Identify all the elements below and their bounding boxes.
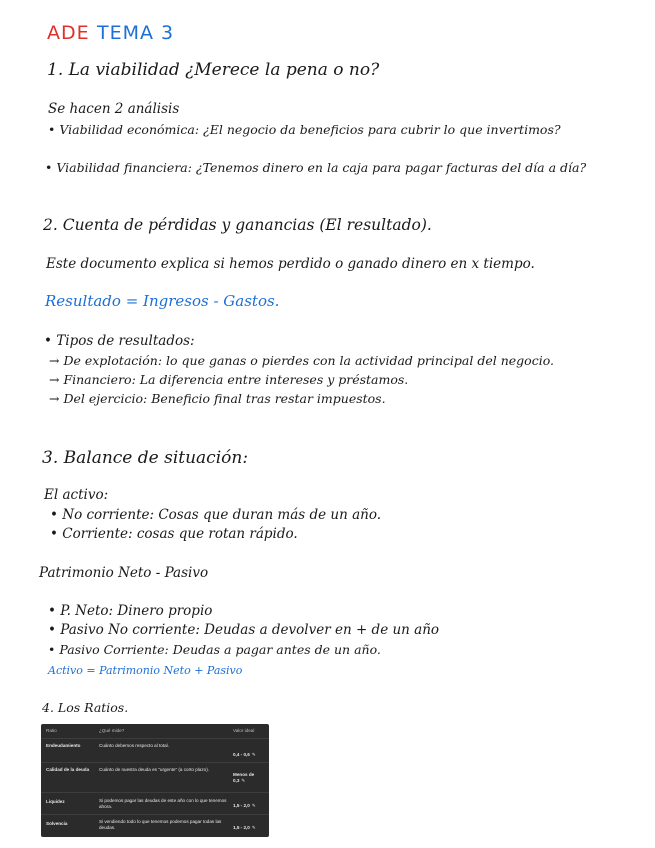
section-title: 1. La viabilidad ¿Merece la pena o no? [47, 60, 380, 80]
pasivo-heading: Patrimonio Neto - Pasivo [39, 565, 209, 581]
ratio-name: Solvencia [46, 821, 68, 826]
ratio-name: Calidad de la deuda [46, 767, 90, 772]
subject-label: ADE [47, 22, 90, 44]
pencil-icon: ✎ [251, 803, 256, 808]
list-item: → De explotación: lo que ganas o pierdes con la actividad principal del negocio. [49, 353, 554, 368]
activo-heading: El activo: [44, 487, 109, 503]
description-text: Este documento explica si hemos perdido o ganado dinero en x tiempo. [46, 256, 535, 272]
formula-text: Activo = Patrimonio Neto + Pasivo [48, 664, 243, 677]
list-item: • Viabilidad económica: ¿El negocio da beneficios para cubrir lo que invertimos? [48, 122, 561, 137]
intro-text: Se hacen 2 análisis [48, 101, 180, 117]
pencil-icon: ✎ [251, 825, 256, 830]
ratio-description: Si vendiendo todo lo que tenemos podemos pagar todas las deudas. [99, 819, 222, 830]
list-item: • Pasivo No corriente: Deudas a devolver en + de un año [48, 622, 440, 638]
table-header [41, 728, 269, 738]
types-heading: • Tipos de resultados: [44, 333, 195, 349]
table-row [41, 762, 269, 793]
section-title: 2. Cuenta de pérdidas y ganancias (El resultado). [43, 216, 432, 234]
ratio-value: 0,4 - 0,6 [233, 752, 250, 757]
topic-label: TEMA 3 [97, 22, 175, 44]
list-item: • Viabilidad financiera: ¿Tenemos dinero en la caja para pagar facturas del día a día? [45, 160, 587, 175]
list-item: → Del ejercicio: Beneficio final tras restar impuestos. [49, 391, 386, 406]
pencil-icon: ✎ [241, 777, 246, 783]
header-cell: Valor ideal [233, 728, 255, 733]
ratio-value: Menos de 0,3 [233, 772, 255, 783]
ratio-description: Cuánto de nuestra deuda es "urgente" (a corto plazo). [99, 767, 210, 772]
ratio-value: 1,5 - 2,0 [233, 825, 250, 830]
table-row [41, 792, 269, 815]
list-item: • P. Neto: Dinero propio [48, 603, 213, 619]
ratio-name: Liquidez [46, 799, 65, 804]
list-item: • No corriente: Cosas que duran más de un año. [50, 507, 382, 523]
section-title: 3. Balance de situación: [42, 448, 249, 468]
ratio-value: 1,5 - 2,0 [233, 803, 250, 808]
list-item: • Corriente: cosas que rotan rápido. [50, 526, 298, 542]
ratios-table [41, 724, 269, 837]
pencil-icon: ✎ [251, 752, 256, 757]
list-item: • Pasivo Corriente: Deudas a pagar antes de un año. [48, 642, 381, 657]
list-item: → Financiero: La diferencia entre intereses y préstamos. [49, 372, 409, 387]
section-title: 4. Los Ratios. [42, 700, 129, 715]
formula-text: Resultado = Ingresos - Gastos. [45, 292, 280, 310]
ratio-name: Endeudamiento [46, 743, 81, 748]
header-cell: ¿Qué mide? [99, 728, 125, 733]
table-row [41, 814, 269, 837]
ratio-description: Si podemos pagar las deudas de este año con lo que tenemos ahora. [99, 798, 227, 809]
table-row [41, 738, 269, 763]
ratio-description: Cuánto debemos respecto al total. [99, 743, 169, 748]
header-cell: Ratio [46, 728, 57, 733]
